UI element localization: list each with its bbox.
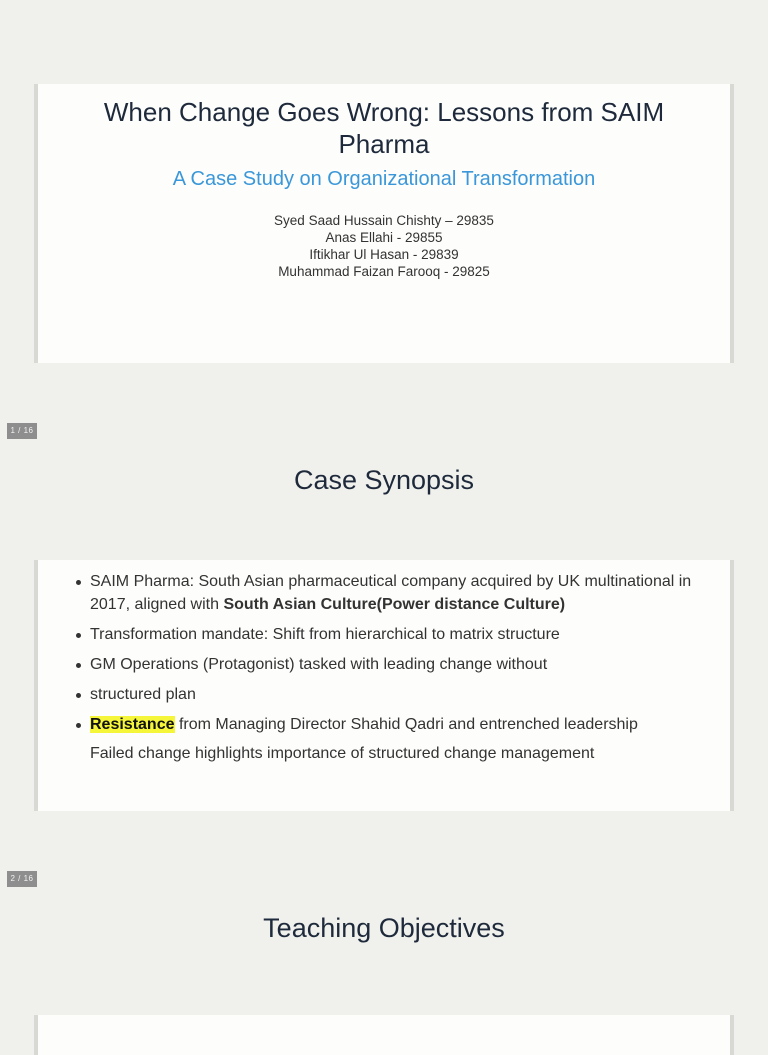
- bullet-icon: [76, 693, 81, 698]
- bullet-text: structured plan: [90, 686, 196, 703]
- author-line: Muhammad Faizan Farooq - 29825: [278, 264, 490, 279]
- author-list: [38, 212, 730, 280]
- bullet-icon: [76, 633, 81, 638]
- presentation-subtitle: A Case Study on Organizational Transformation: [172, 168, 596, 190]
- list-item: [90, 570, 710, 616]
- author-line: Iftikhar Ul Hasan - 29839: [309, 247, 459, 262]
- page-indicator: 2 / 16: [7, 871, 37, 887]
- bullet-text: SAIM Pharma: South Asian pharmaceutical company acquired by UK multinational in 2017, aligned with: [90, 573, 692, 613]
- list-item: [90, 713, 710, 736]
- highlighted-text: Resistance: [90, 716, 175, 733]
- teaching-objectives-slide: [34, 1015, 734, 1055]
- author-line: Anas Ellahi - 29855: [325, 230, 443, 245]
- section-heading-case-synopsis: Case Synopsis: [293, 465, 475, 495]
- bullet-icon: [76, 580, 81, 585]
- author-line: Syed Saad Hussain Chishty – 29835: [274, 213, 494, 228]
- bullet-icon: [76, 663, 81, 668]
- list-item: [90, 623, 710, 646]
- bullet-text: from Managing Director Shahid Qadri and entrenched leadership: [174, 716, 638, 733]
- section-heading-teaching-objectives: Teaching Objectives: [263, 913, 505, 943]
- case-synopsis-slide: [34, 560, 734, 811]
- synopsis-note: Failed change highlights importance of structured change management: [90, 745, 595, 762]
- page-indicator: 1 / 16: [7, 423, 37, 439]
- bullet-bold-text: South Asian Culture(Power distance Culture): [223, 596, 566, 613]
- bullet-text: GM Operations (Protagonist) tasked with leading change without: [90, 656, 548, 673]
- list-item: [90, 653, 710, 676]
- bullet-icon: [76, 723, 81, 728]
- title-slide: [34, 84, 734, 363]
- synopsis-bullet-list: [90, 570, 710, 743]
- presentation-title: When Change Goes Wrong: Lessons from SAIM Pharma: [103, 97, 665, 159]
- bullet-text: Transformation mandate: Shift from hierarchical to matrix structure: [90, 626, 560, 643]
- list-item: [90, 683, 710, 706]
